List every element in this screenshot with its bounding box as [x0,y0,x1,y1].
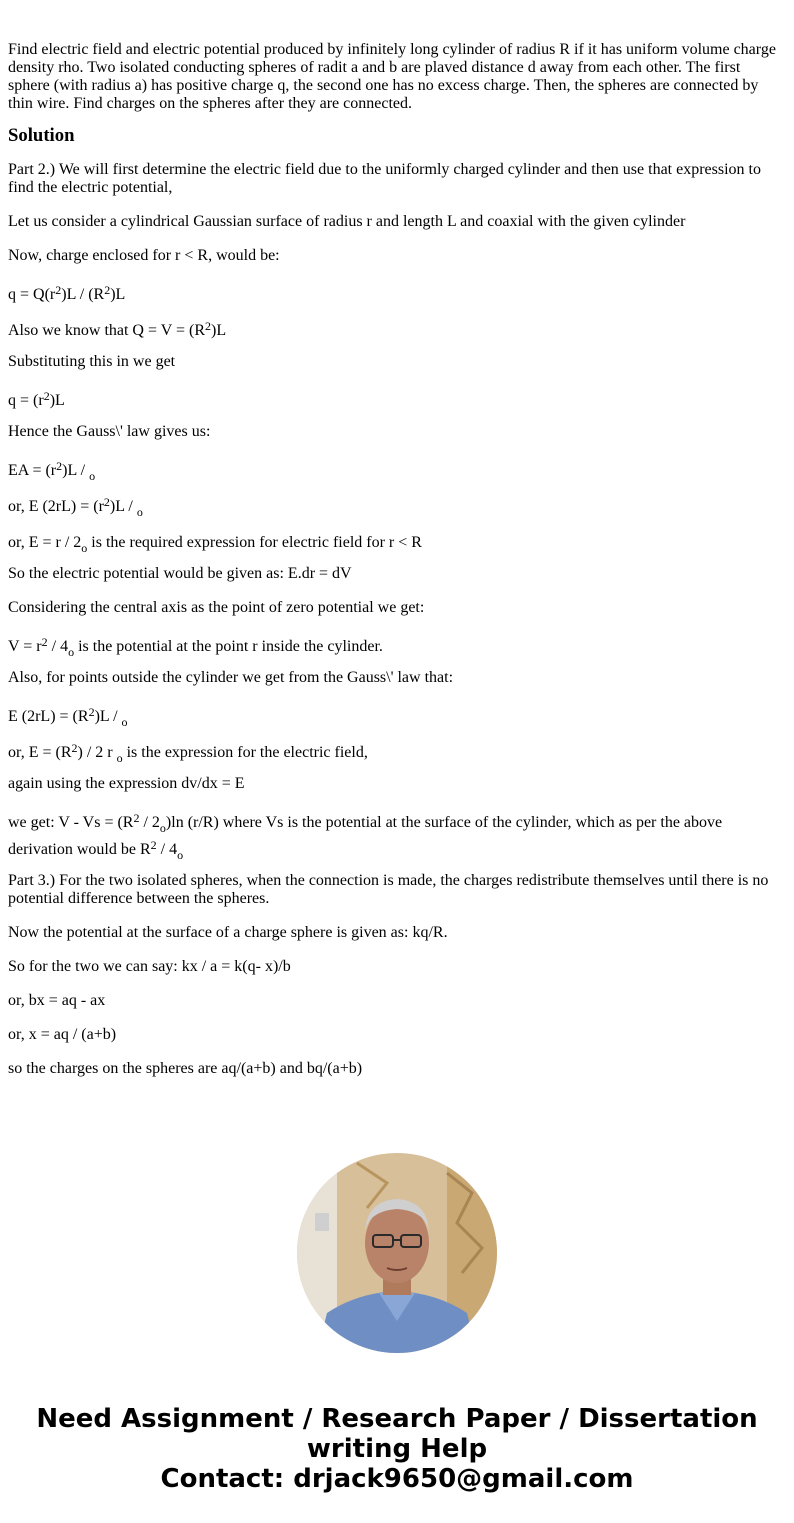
solution-line: Considering the central axis as the point of zero potential we get: [8,599,425,616]
equation-line: EA = $(r^2)L / _o$ [8,459,96,483]
equation-line: or, $E = (R^2) / 2$ r $_o$ is the expression for the electric field, [8,741,368,765]
solution-line: Now, charge enclosed for r < R, would be: [8,247,280,264]
equation-line: we get: $V - Vs = (R^2 / 2_o)\ln$ (r/R) where Vs is the potential at the surface of the cylinder, which as per the above derivation would be $R^2 / 4_o$ [8,811,723,862]
promo-line: Need Assignment / Research Paper / Dissertation [36,1404,758,1434]
avatar-photo [297,1153,497,1353]
solution-line: So the electric potential would be given as: E.dr = dV [8,565,352,582]
solution-line: so the charges on the spheres are aq/(a+b) and bq/(a+b) [8,1060,363,1077]
solution-line: Substituting this in we get [8,353,176,370]
question-text: Find electric field and electric potential produced by infinitely long cylinder of radius R if it has uniform volume charge density rho. Two isolated conducting spheres of radit a and b are plaved distance d away from each other. The first sphere (with radius a) has positive charge q, the second one has no excess charge. Then, the spheres are connected by thin wire. Find charges on the spheres after they are connected. [8,41,776,112]
equation-line: E $(2rL) = (R^2)L / _o$ [8,705,128,729]
equation-line: $q = Q(r^2)L / (R^2)L$ [8,283,126,303]
equation-line: or, E $(2rL) = (r^2)L / _o$ [8,495,143,519]
solution-line: again using the expression dv/dx = E [8,775,245,792]
solution-line: Also, for points outside the cylinder we get from the Gauss\' law that: [8,669,454,686]
contact-email: Contact: drjack9650@gmail.com [160,1464,634,1494]
solution-line: Now the potential at the surface of a charge sphere is given as: kq/R. [8,924,448,941]
promo-footer [0,1404,794,1494]
document-body [8,41,780,1123]
solution-line: Part 3.) For the two isolated spheres, when the connection is made, the charges redistribute themselves until there is no potential difference between the spheres. [8,872,769,907]
solution-heading: Solution [8,125,75,146]
avatar [297,1153,497,1353]
equation-line: Also we know that $Q = V = (R^2)L$ [8,319,227,339]
content-fade [0,1106,794,1126]
solution-line: Part 2.) We will first determine the electric field due to the uniformly charged cylinder and then use that expression to find the electric potential, [8,161,761,196]
solution-line: So for the two we can say: kx / a = k(q- x)/b [8,958,291,975]
solution-line: or, bx = aq - ax [8,992,106,1009]
solution-line: Hence the Gauss\' law gives us: [8,423,211,440]
equation-line: $q = (r^2)L$ [8,389,65,409]
equation-line: $V = r^2 / 4_o$ is the potential at the point r inside the cylinder. [8,635,383,659]
promo-line: writing Help [306,1434,488,1464]
solution-line: Let us consider a cylindrical Gaussian surface of radius r and length L and coaxial with the given cylinder [8,213,686,230]
solution-line: or, x = aq / (a+b) [8,1026,117,1043]
equation-line: or, $E = r / 2_o$ is the required expression for electric field for r < R [8,534,422,555]
